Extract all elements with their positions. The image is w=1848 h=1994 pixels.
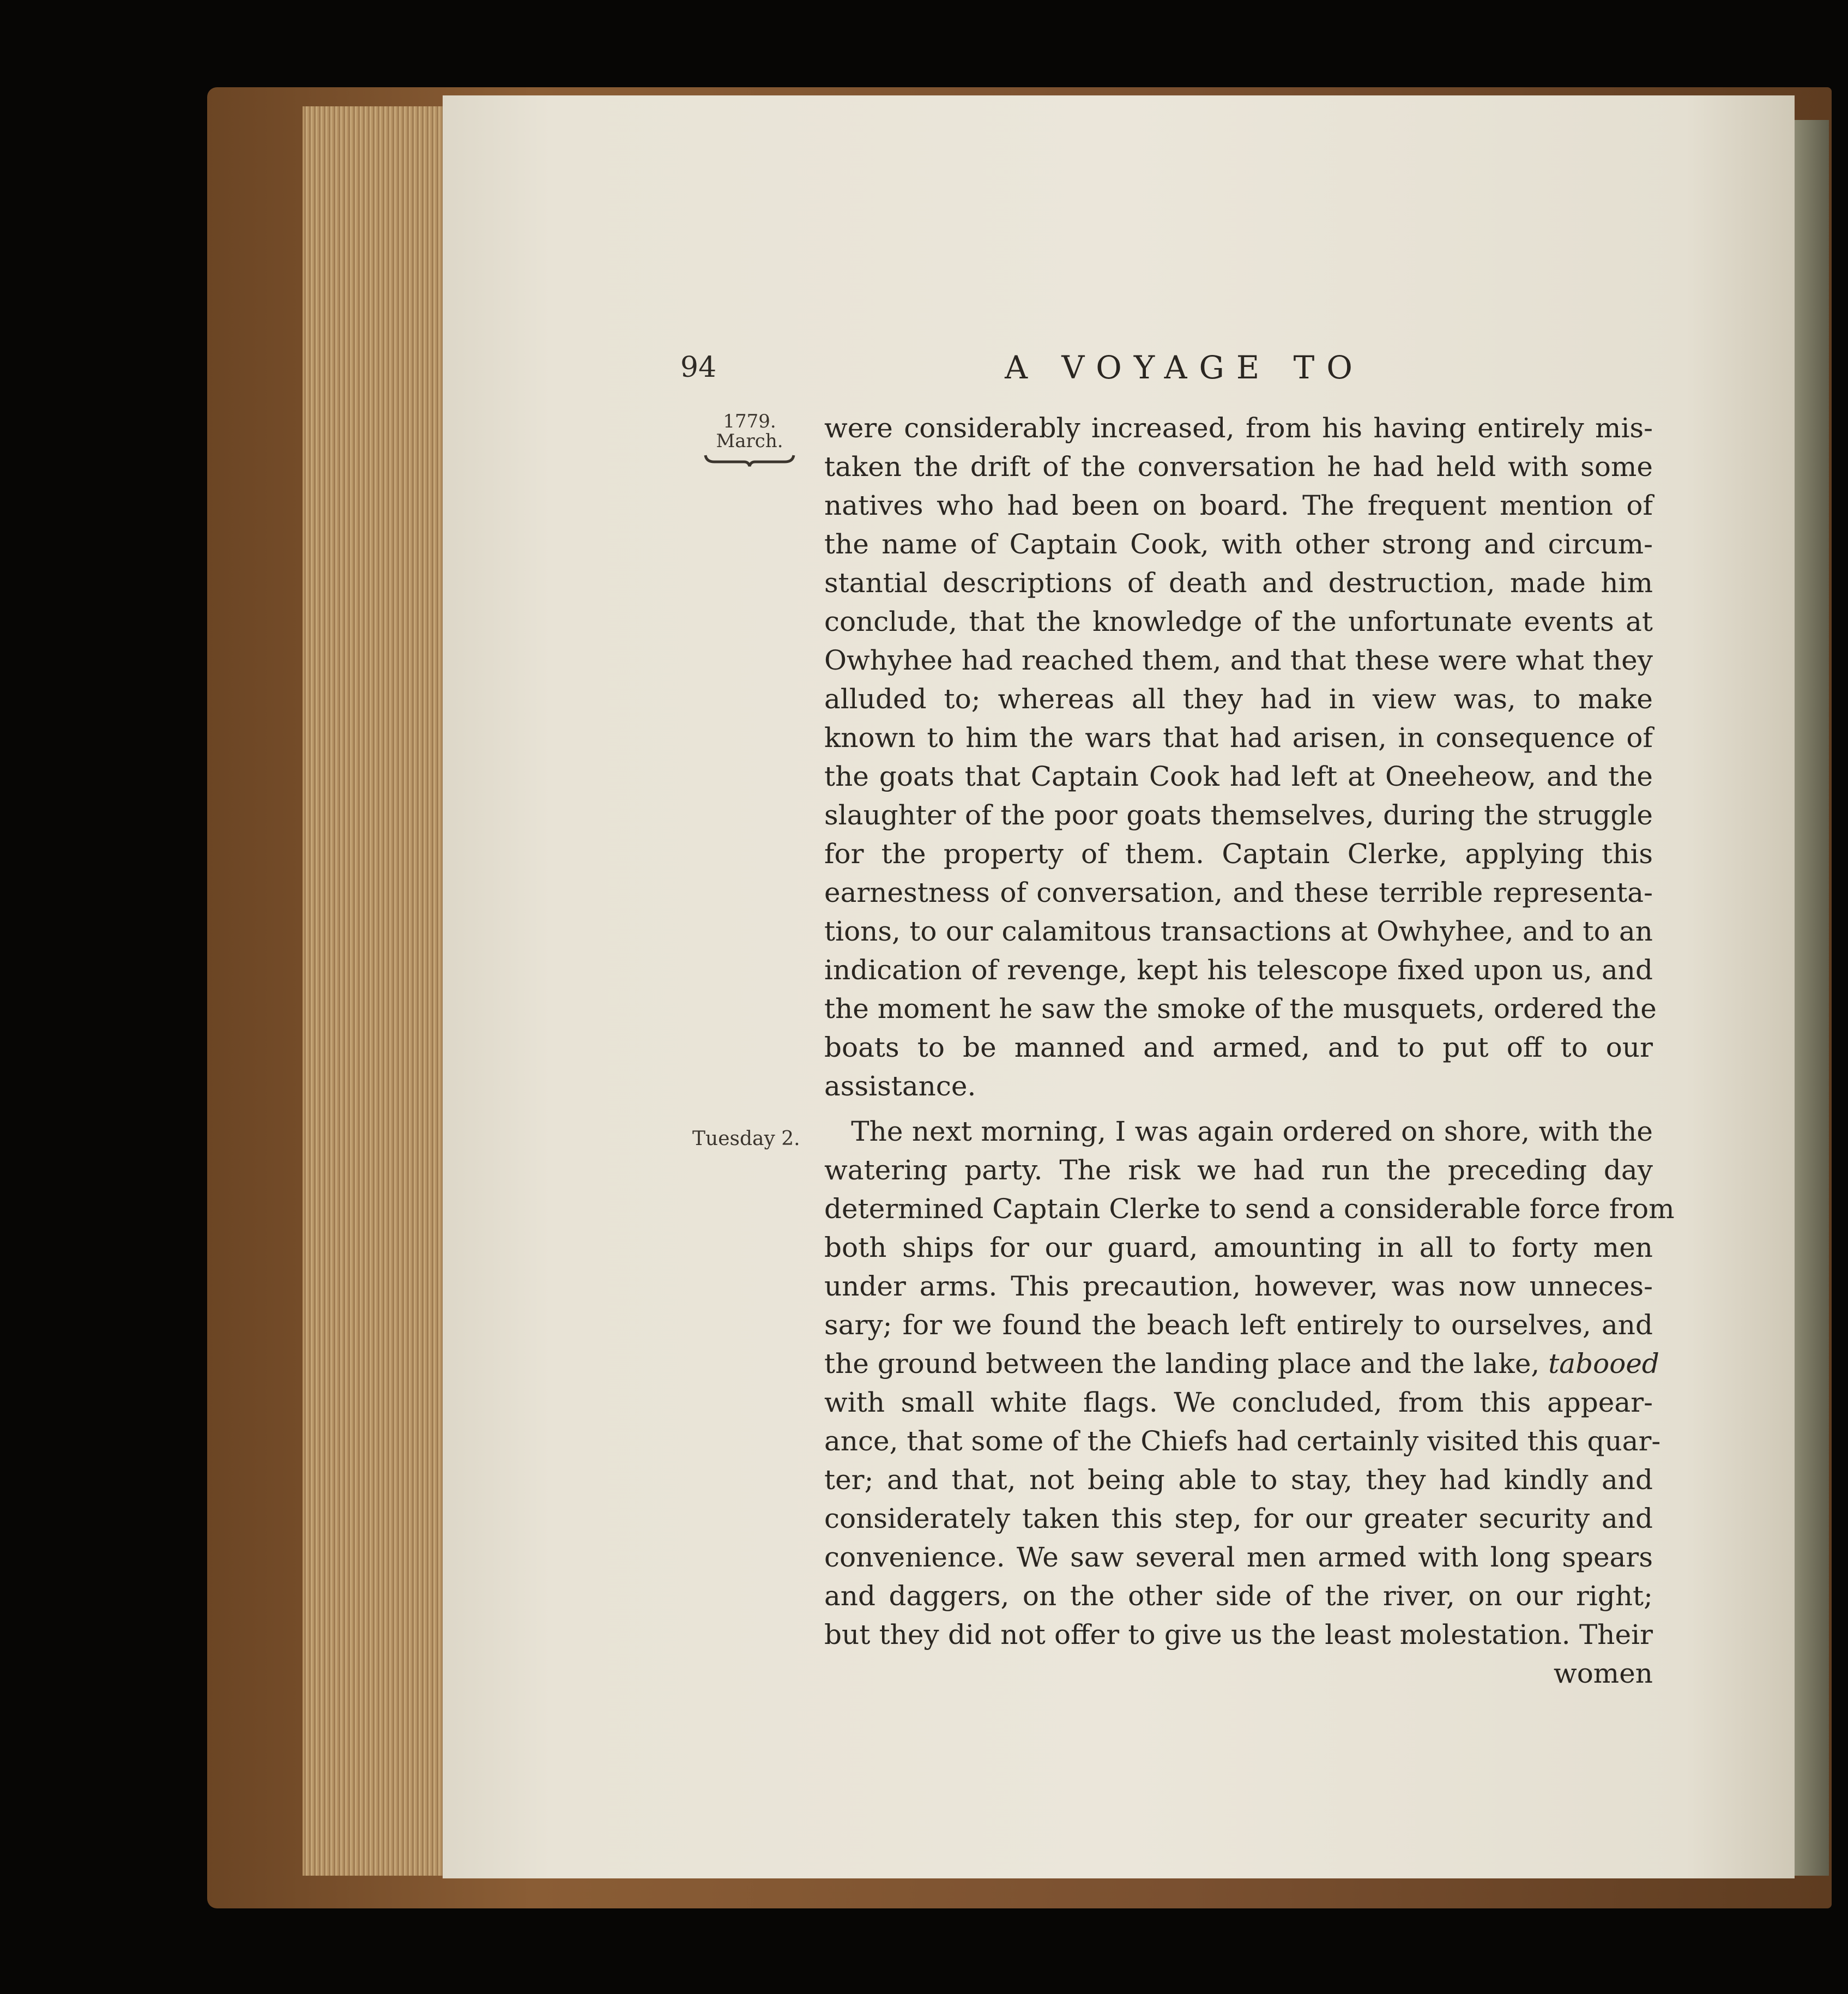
page-header [680,349,1689,393]
text-line: and daggers, on the other side of the river, on our right; [824,1580,1653,1612]
text-line: the name of Captain Cook, with other strong and circum- [824,528,1653,560]
running-title: A VOYAGE TO [1005,349,1364,386]
text-line: sary; for we found the beach left entirely to ourselves, and [824,1309,1653,1341]
page-edges-right [1793,120,1829,1876]
text-line: boats to be manned and armed, and to put off to our [824,1032,1653,1063]
text-line: indication of revenge, kept his telescope fixed upon us, and [824,954,1653,986]
text-line: considerately taken this step, for our greater security and [824,1503,1653,1534]
text-line: conclude, that the knowledge of the unfortunate events at [824,606,1653,637]
text-line: taken the drift of the conversation he had held with some [824,451,1653,483]
text-line: slaughter of the poor goats themselves, during the struggle [824,799,1653,831]
text-line: both ships for our guard, amounting in all to forty men [824,1232,1653,1263]
page-edges-left [303,106,444,1876]
text-line: for the property of them. Captain Clerke, applying this [824,838,1653,870]
text-line: convenience. We saw several men armed with long spears [824,1541,1653,1573]
text-line: watering party. The risk we had run the preceding day [824,1154,1653,1186]
margin-month: March. [716,430,783,452]
text-line: natives who had been on board. The frequent mention of [824,490,1653,521]
text-line: were considerably increased, from his having entirely mis- [824,412,1653,444]
text-line: ter; and that, not being able to stay, they had kindly and [824,1464,1653,1496]
text-line: ance, that some of the Chiefs had certainly visited this quar- [824,1425,1661,1457]
text-line: assistance. [824,1070,976,1102]
text-line: Owhyhee had reached them, and that these were what they [824,644,1653,676]
text-line: The next morning, I was again ordered on shore, with the [824,1116,1653,1147]
margin-date [703,412,796,467]
text-line: stantial descriptions of death and destruction, made him [824,567,1653,599]
text-line: alluded to; whereas all they had in view was, to make [824,683,1653,715]
text-line: the goats that Captain Cook had left at Oneeheow, and the [824,761,1653,792]
paragraph-1 [824,409,1657,1106]
text-line: the moment he saw the smoke of the musquets, ordered the [824,993,1657,1025]
text-line: earnestness of conversation, and these terrible representa- [824,877,1653,908]
margin-day-note: Tuesday 2. [692,1128,800,1150]
brace-icon [703,453,796,467]
catchword: women [1553,1658,1653,1689]
margin-year: 1779. [723,411,776,432]
italic-word: tabooed [1548,1348,1659,1379]
page-number: 94 [680,351,717,384]
text-line: tions, to our calamitous transactions at Owhyhee, and to an [824,915,1653,947]
catchword-block [824,1654,1653,1693]
paragraph-2 [824,1112,1675,1654]
text-line: with small white flags. We concluded, from this appear- [824,1387,1653,1418]
text-line: known to him the wars that had arisen, in consequence of [824,722,1653,754]
text-line: the ground between the landing place and the lake, tabooed [824,1348,1659,1379]
text-line: under arms. This precaution, however, was now unneces- [824,1270,1653,1302]
text-line: but they did not offer to give us the least molestation. Their [824,1619,1653,1650]
text-line: determined Captain Clerke to send a considerable force from [824,1193,1675,1225]
